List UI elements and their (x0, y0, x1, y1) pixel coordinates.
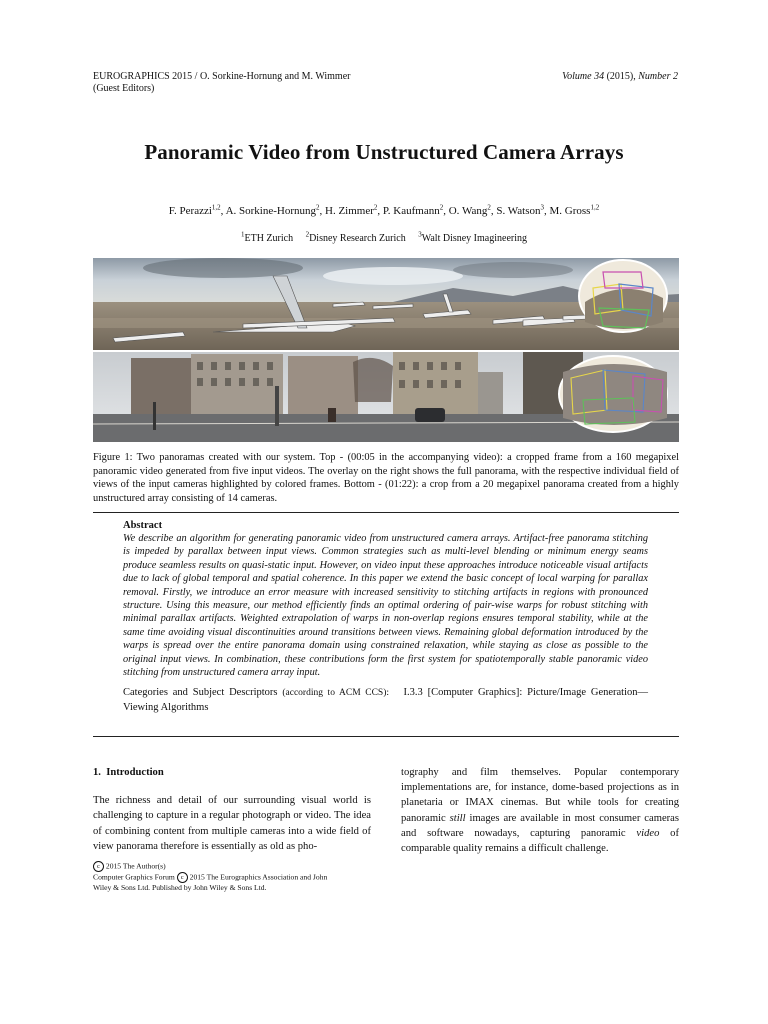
copyright-footer (93, 861, 373, 893)
paper-title: Panoramic Video from Unstructured Camera Arrays (144, 140, 624, 164)
affiliation-1: $^1$ETH Zurich (240, 230, 294, 244)
intro-right-column (401, 765, 679, 856)
categories-value: I.3.3 [Computer Graphics]: Picture/Image Generation—Viewing Algorithms (123, 687, 649, 713)
intro-paragraph-right-b: images are available in most consumer cameras and software nowadays, capturing panoramic (401, 812, 680, 839)
affiliation-2: $^2$Disney Research Zurich (305, 230, 406, 244)
affiliation-3: $^3$Walt Disney Imagineering (418, 230, 527, 244)
author-7: M. Gross$^{1,2}$ (549, 203, 600, 217)
airfield-panorama-image (93, 258, 679, 350)
figure-panorama-bottom (93, 352, 679, 442)
copyright-line3: Wiley & Sons Ltd. Published by John Wiley & Sons Ltd. (93, 883, 267, 892)
abstract-bottom-rule (93, 736, 679, 737)
figure-panorama-top (93, 258, 679, 350)
author-1: F. Perazzi$^{1,2}$ (168, 203, 221, 217)
copyright-line2: Computer Graphics Forum c 2015 The Eurographics Association and John (93, 872, 328, 882)
journal-header-line1: EUROGRAPHICS 2015 / O. Sorkine-Hornung and M. Wimmer (93, 71, 351, 82)
intro-emph-video: video (636, 827, 660, 839)
abstract-top-rule (93, 512, 679, 513)
section-number: 1. (93, 767, 101, 778)
copyright-line1: c 2015 The Author(s) (93, 861, 373, 872)
section-heading (93, 765, 371, 780)
affiliations (0, 230, 768, 244)
categories (123, 686, 648, 714)
author-2: A. Sorkine-Hornung$^2$ (225, 203, 320, 217)
copyright-icon: c (93, 861, 104, 872)
journal-header-line2: (Guest Editors) (93, 83, 155, 94)
author-6: S. Watson$^3$ (496, 203, 544, 217)
intro-paragraph-right-c: of comparable quality remains a difficult challenge. (401, 827, 679, 855)
author-3: H. Zimmer$^2$ (325, 203, 378, 217)
volume-info (562, 71, 678, 82)
street-panorama-image (93, 352, 679, 442)
intro-left-column (93, 765, 371, 854)
volume-label: Volume 34 (562, 71, 605, 82)
volume-year: (2015), (604, 71, 639, 82)
intro-paragraph-right-a: tography and film themselves. Popular contemporary implementations are, for instance, dome-based projections as in planetaria or IMAX cinemas. But while tools for creating panoramic (401, 767, 679, 824)
section-title: Introduction (106, 767, 164, 778)
volume-number: Number 2 (638, 71, 678, 82)
figure-caption: Figure 1: Two panoramas created with our system. Top - (00:05 in the accompanying video): a cropped frame from a 160 megapixel panoramic video generated from five input videos. The overlay on the right shows the full panorama, with the respective individual field of views of the input cameras highlighted by colored frames. Bottom - (01:22): a crop from a 20 megapixel panorama created from a highly unstructured array consisting of 14 cameras. (93, 452, 679, 504)
journal-header (93, 71, 350, 95)
abstract-title: Abstract (123, 520, 163, 531)
author-5: O. Wang$^2$ (448, 203, 491, 217)
author-list: F. Perazzi$^{1,2}$, A. Sorkine-Hornung$^2$, H. Zimmer$^2$, P. Kaufmann$^2$, O. Wang$^2$, S. Watson$^3$, M. Gross$^{1,2}$ (168, 203, 600, 217)
categories-label: Categories and Subject Descriptors (123, 687, 278, 699)
copyright-icon: c (177, 872, 188, 883)
abstract-section (123, 519, 648, 714)
categories-note: (according to ACM CCS): (282, 688, 390, 699)
author-4: P. Kaufmann$^2$ (382, 203, 444, 217)
intro-emph-still: still (449, 812, 466, 824)
intro-paragraph-left: The richness and detail of our surrounding visual world is challenging to capture in a regular photograph or video. The idea of combining content from multiple cameras into a wide field of view panorama therefore is essentially as old as pho- (93, 795, 371, 852)
abstract-body: We describe an algorithm for generating panoramic video from unstructured camera arrays. Artifact-free panorama stitching is impeded by parallax between input views. Common strategies such as multi-level blending or minimum energy seams produce seamless results on quasi-static input. However, on video input these approaches introduce noticeable visual artifacts due to lack of global temporal and spatial coherence. In this paper we extend the basic concept of local warping for parallax removal. Firstly, we introduce an error measure with increased sensitivity to stitching artifacts in regions with pronounced structure. Using this measure, our method efficiently finds an optimal ordering of pair-wise warps for robust stitching with minimal parallax artifacts. Weighted extrapolation of warps in non-overlap regions ensures temporal stability, while at the same time avoiding visual discontinuities around transitions between views. Remaining global deformation introduced by the warps is spread over the entire panorama domain using constrained relaxation, while staying as close as possible to the original input views. In combination, these contributions form the first system for spatiotemporally stable panoramic video stitching from unstructured camera array input. (123, 533, 648, 679)
